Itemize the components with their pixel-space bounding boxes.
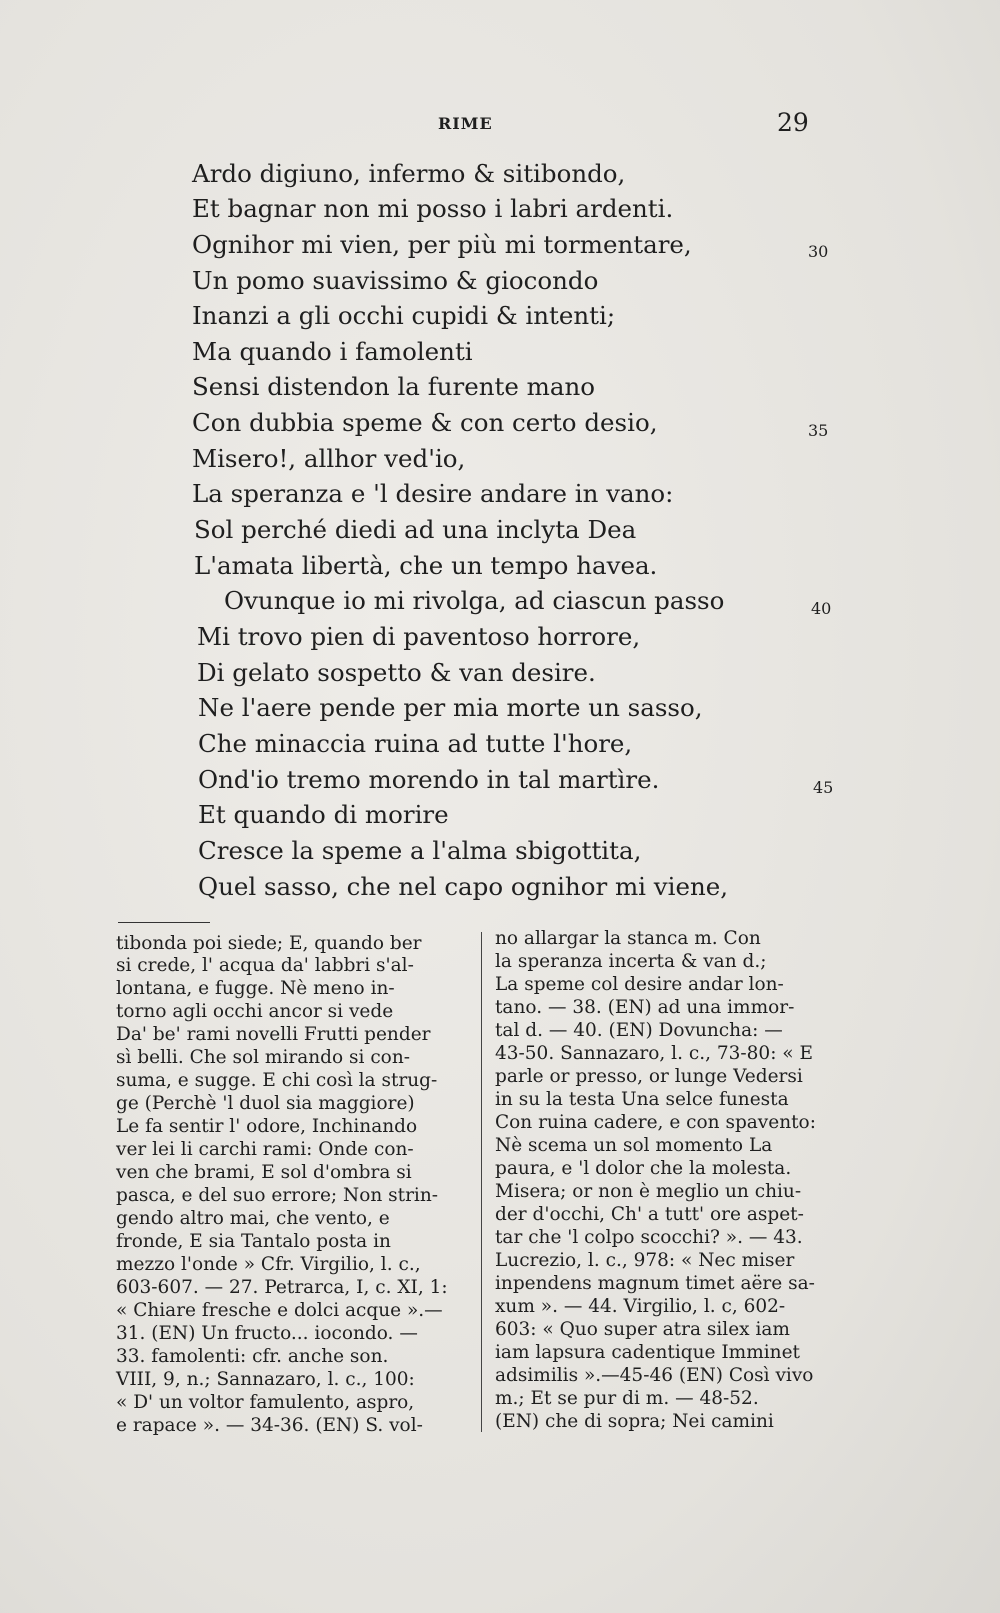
note-line: iam lapsura cadentique Imminet (495, 1342, 800, 1363)
note-line: Con ruina cadere, e con spavento: (495, 1112, 816, 1133)
note-line: (EN) che di sopra; Nei camini (495, 1411, 774, 1432)
verse-line: Ardo digiuno, infermo & sitibondo, (192, 159, 626, 188)
verse-line: Inanzi a gli occhi cupidi & intenti; (192, 301, 616, 330)
note-line: tibonda poi siede; E, quando ber (116, 933, 422, 954)
verse-line: Sol perché diedi ad una inclyta Dea (194, 515, 637, 544)
verse-line: Sensi distendon la furente mano (192, 372, 596, 401)
verse-line: Ognihor mi vien, per più mi tormentare, (192, 230, 692, 259)
note-line: in su la testa Una selce funesta (495, 1089, 789, 1110)
verse-line: Quel sasso, che nel capo ognihor mi viene, (198, 872, 729, 901)
note-line: xum ». — 44. Virgilio, l. c, 602- (495, 1296, 786, 1317)
note-line: 43-50. Sannazaro, l. c., 73-80: « E (495, 1043, 814, 1064)
note-line: Misera; or non è meglio un chiu- (495, 1181, 802, 1202)
note-line: tano. — 38. (EN) ad una immor- (495, 997, 795, 1018)
note-line: inpendens magnum timet aëre sa- (495, 1273, 815, 1294)
verse-line: Mi trovo pien di paventoso horrore, (197, 622, 641, 651)
note-line: ven che brami, E sol d'ombra si (116, 1162, 412, 1183)
line-number: 45 (813, 778, 834, 797)
note-line: 31. (EN) Un fructo... iocondo. — (116, 1323, 418, 1344)
note-line: sì belli. Che sol mirando si con- (116, 1047, 410, 1068)
verse-line: Con dubbia speme & con certo desio, (192, 408, 658, 437)
running-head: RIME (438, 114, 493, 133)
verse-line: Che minaccia ruina ad tutte l'hore, (198, 729, 633, 758)
note-line: Nè scema un sol momento La (495, 1135, 773, 1156)
note-line: m.; Et se pur di m. — 48-52. (495, 1388, 759, 1409)
verse-line: Ovunque io mi rivolga, ad ciascun passo (224, 586, 725, 615)
note-line: torno agli occhi ancor si vede (116, 1001, 394, 1022)
note-line: mezzo l'onde » Cfr. Virgilio, l. c., (116, 1254, 421, 1275)
note-line: gendo altro mai, che vento, e (116, 1208, 390, 1229)
verse-line: Ne l'aere pende per mia morte un sasso, (198, 693, 703, 722)
note-line: 33. famolenti: cfr. anche son. (116, 1346, 389, 1367)
page-header (0, 108, 1000, 148)
note-line: ver lei li carchi rami: Onde con- (116, 1139, 414, 1160)
verse-line: Cresce la speme a l'alma sbigottita, (198, 836, 642, 865)
note-line: si crede, l' acqua da' labbri s'al- (116, 955, 414, 976)
verse-line: La speranza e 'l desire andare in vano: (192, 479, 674, 508)
note-line: adsimilis ».—45-46 (EN) Così vivo (495, 1365, 814, 1386)
note-line: tal d. — 40. (EN) Dovuncha: — (495, 1020, 783, 1041)
line-number: 40 (811, 599, 832, 618)
note-line: « Chiare fresche e dolci acque ».— (116, 1300, 443, 1321)
note-line: la speranza incerta & van d.; (495, 951, 767, 972)
verse-line: Et bagnar non mi posso i labri ardenti. (192, 194, 674, 223)
verse-line: Misero!, allhor ved'io, (192, 444, 466, 473)
column-divider (481, 932, 482, 1432)
footnote-rule (118, 922, 210, 923)
note-line: lontana, e fugge. Nè meno in- (116, 978, 395, 999)
note-line: 603-607. — 27. Petrarca, I, c. XI, 1: (116, 1277, 448, 1298)
note-line: suma, e sugge. E chi così la strug- (116, 1070, 438, 1091)
note-line: Da' be' rami novelli Frutti pender (116, 1024, 431, 1045)
note-line: pasca, e del suo errore; Non strin- (116, 1185, 439, 1206)
note-line: no allargar la stanca m. Con (495, 928, 761, 949)
note-line: 603: « Quo super atra silex iam (495, 1319, 790, 1340)
verse-line: Et quando di morire (198, 800, 449, 829)
note-line: VIII, 9, n.; Sannazaro, l. c., 100: (116, 1369, 415, 1390)
verse-line: Un pomo suavissimo & giocondo (192, 266, 599, 295)
page-number: 29 (777, 108, 809, 137)
verse-line: Ma quando i famolenti (192, 337, 473, 366)
note-line: paura, e 'l dolor che la molesta. (495, 1158, 792, 1179)
note-line: ge (Perchè 'l duol sia maggiore) (116, 1093, 415, 1114)
note-line: Le fa sentir l' odore, Inchinando (116, 1116, 418, 1137)
note-line: La speme col desire andar lon- (495, 974, 784, 995)
verse-line: L'amata libertà, che un tempo havea. (194, 551, 658, 580)
verse-line: Di gelato sospetto & van desire. (197, 658, 596, 687)
note-line: tar che 'l colpo scocchi? ». — 43. (495, 1227, 803, 1248)
line-number: 30 (808, 242, 829, 261)
note-line: fronde, E sia Tantalo posta in (116, 1231, 391, 1252)
verse-line: Ond'io tremo morendo in tal martìre. (198, 765, 660, 794)
note-line: Lucrezio, l. c., 978: « Nec miser (495, 1250, 795, 1271)
note-line: e rapace ». — 34-36. (EN) S. vol- (116, 1415, 423, 1436)
line-number: 35 (808, 421, 829, 440)
note-line: der d'occhi, Ch' a tutt' ore aspet- (495, 1204, 804, 1225)
note-line: parle or presso, or lunge Vedersi (495, 1066, 803, 1087)
note-line: « D' un voltor famulento, aspro, (116, 1392, 415, 1413)
